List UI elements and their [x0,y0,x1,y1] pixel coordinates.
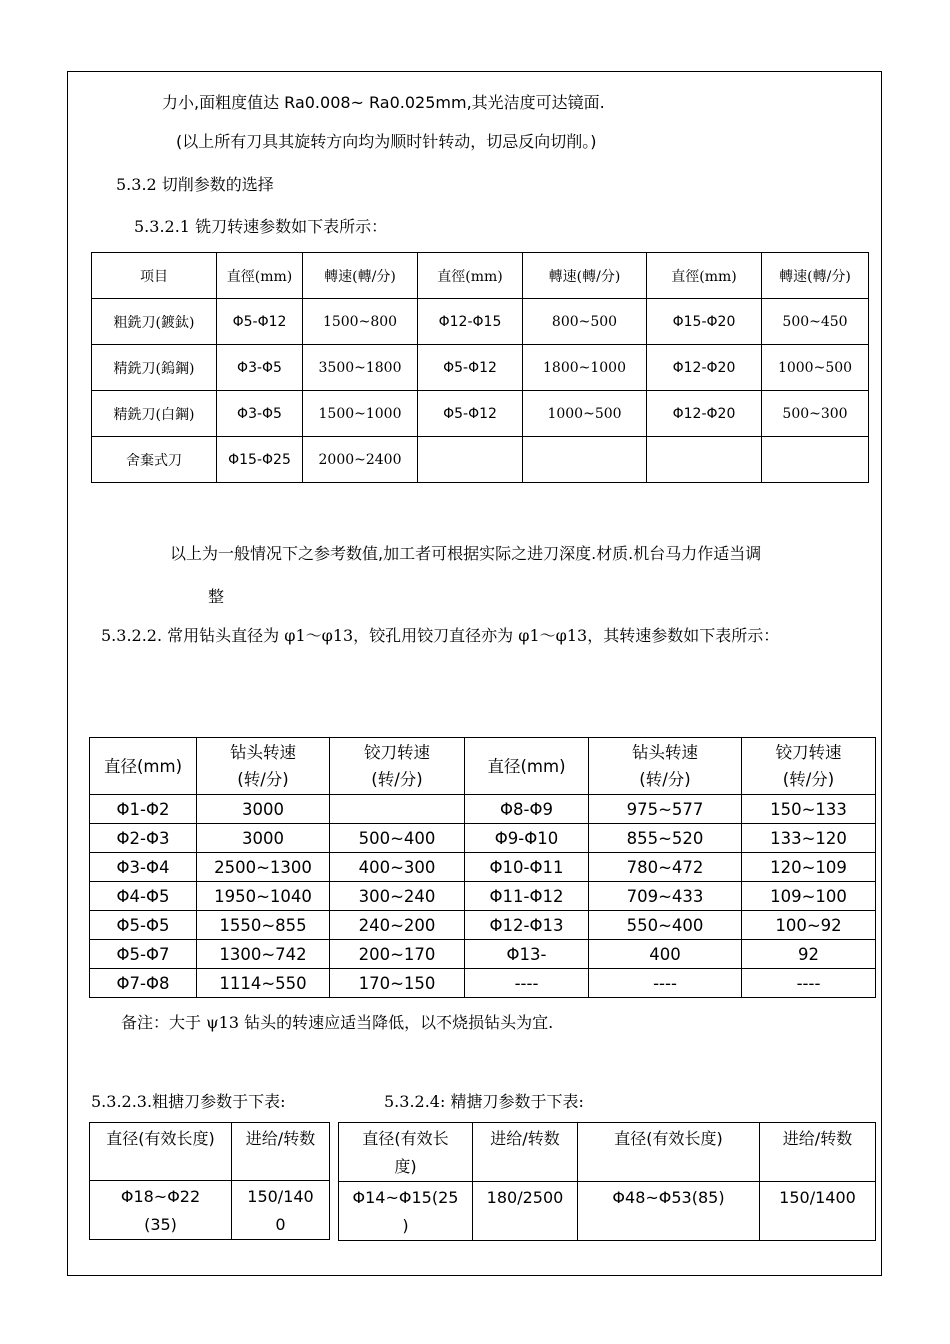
general-note-line-1: 以上为一般情况下之参考数值,加工者可根据实际之进刀深度.材质.机台马力作适当调 [170,544,762,563]
table-cell [647,437,762,483]
header-cell [90,738,197,795]
table-cell: 2500~1300 [197,853,330,882]
table-cell: Φ7-Φ8 [90,969,197,998]
table-cell [762,437,869,483]
table-cell: 240~200 [330,911,465,940]
table-cell: 3000 [197,824,330,853]
table-cell [330,795,465,824]
table-cell [90,1181,232,1240]
rough-boring-table [89,1122,330,1240]
table-cell: 400~300 [330,853,465,882]
table-cell: ---- [742,969,876,998]
table-cell: 109~100 [742,882,876,911]
header-cell [742,738,876,795]
header-unit: (转/分) [639,770,691,789]
header-cell: 进给/转数 [760,1123,876,1182]
header-unit: (转/分) [371,770,423,789]
header-cell: 直径(有效长度) [90,1123,232,1181]
header-cell: 进给/转数 [473,1123,578,1182]
table-cell: 400 [589,940,742,969]
table-header-row [92,253,869,299]
table-row [90,1181,330,1240]
table-cell: 1550~855 [197,911,330,940]
header-cell: 轉速(轉/分) [762,253,869,299]
header-text: 直径(mm) [103,756,183,776]
cell-text: Φ14~Φ15(25 [352,1188,459,1207]
intro-line-2: (以上所有刀具其旋转方向均为顺时针转动，切忌反向切削。) [176,132,597,151]
header-text: 钻头转速 [632,743,698,762]
header-cell [330,738,465,795]
table-cell: 500~400 [330,824,465,853]
table-row [90,969,876,998]
general-note-line-2: 整 [208,587,225,606]
table-cell [339,1182,473,1241]
table-header-row [90,1123,330,1181]
table-cell: 180/2500 [473,1182,578,1241]
section-heading-5-3-2-1: 5.3.2.1 铣刀转速参数如下表所示： [134,217,388,236]
table-cell: 粗銑刀(鍍鈦) [92,299,217,345]
header-text: 直径(有效长 [362,1129,449,1148]
table-cell: Φ8-Φ9 [465,795,589,824]
table-cell: Φ5-Φ12 [418,345,523,391]
header-cell: 进给/转数 [232,1123,330,1181]
table-row [90,911,876,940]
table-cell: 133~120 [742,824,876,853]
table-cell: 精銑刀(鎢鋼) [92,345,217,391]
header-text: 钻头转速 [230,743,296,762]
table-row [92,391,869,437]
header-cell [339,1123,473,1182]
table-cell: 500~300 [762,391,869,437]
table-cell: Φ12-Φ13 [465,911,589,940]
table-cell: Φ5-Φ5 [90,911,197,940]
table-cell: 550~400 [589,911,742,940]
header-text: 铰刀转速 [775,743,842,762]
table-cell: 120~109 [742,853,876,882]
table-cell: 92 [742,940,876,969]
table-cell: 3500~1800 [303,345,418,391]
header-cell: 项目 [92,253,217,299]
table-cell: Φ2-Φ3 [90,824,197,853]
table-cell: 舍棄式刀 [92,437,217,483]
table-cell: Φ12-Φ15 [418,299,523,345]
header-cell: 直径(有效长度) [578,1123,760,1182]
table-row [90,853,876,882]
table-cell: 2000~2400 [303,437,418,483]
header-cell: 直徑(mm) [418,253,523,299]
table-cell: Φ12-Φ20 [647,345,762,391]
intro-line-1: 力小,面粗度值达 Ra0.008~ Ra0.025mm,其光洁度可达镜面. [162,93,605,112]
table-header-row [339,1123,876,1182]
table-cell: Φ10-Φ11 [465,853,589,882]
table-cell: 150/1400 [760,1182,876,1241]
table-cell [232,1181,330,1240]
table-cell: 精銑刀(白鋼) [92,391,217,437]
header-cell: 轉速(轉/分) [523,253,647,299]
table-cell: Φ48~Φ53(85) [578,1182,760,1241]
table-cell: 1950~1040 [197,882,330,911]
table-cell: 975~577 [589,795,742,824]
table-cell: Φ3-Φ4 [90,853,197,882]
table-cell: Φ9-Φ10 [465,824,589,853]
table-cell: Φ13- [465,940,589,969]
header-cell: 直徑(mm) [217,253,303,299]
table-cell: Φ15-Φ20 [647,299,762,345]
table-cell: 150~133 [742,795,876,824]
cell-text: Φ18~Φ22 [120,1187,201,1206]
table-cell: 1800~1000 [523,345,647,391]
section-heading-5-3-2: 5.3.2 切削参数的选择 [116,175,274,194]
table-cell: 1000~500 [523,391,647,437]
table-cell: 200~170 [330,940,465,969]
table-cell: Φ1-Φ2 [90,795,197,824]
table-cell: 1500~800 [303,299,418,345]
section-heading-5-3-2-3: 5.3.2.3.粗搪刀参数于下表: [91,1092,286,1111]
table-cell: 800~500 [523,299,647,345]
table-cell: 1114~550 [197,969,330,998]
section-heading-5-3-2-2: 5.3.2.2. 常用钻头直径为 φ1～φ13，铰孔用铰刀直径亦为 φ1～φ13，其转速参数如下表所示： [101,626,780,645]
table-cell: 500~450 [762,299,869,345]
table-header-row [90,738,876,795]
header-cell [589,738,742,795]
header-text: 直径(mm) [487,756,566,776]
cell-text: (35) [144,1215,177,1234]
table-cell: 1300~742 [197,940,330,969]
table-row [339,1182,876,1241]
table-cell: 855~520 [589,824,742,853]
header-cell: 轉速(轉/分) [303,253,418,299]
cell-text: 0 [275,1215,286,1234]
table-row [90,940,876,969]
table-cell: Φ12-Φ20 [647,391,762,437]
table-cell: 780~472 [589,853,742,882]
table-cell [418,437,523,483]
table-row [90,882,876,911]
header-cell [197,738,330,795]
table-cell [523,437,647,483]
table-cell: Φ11-Φ12 [465,882,589,911]
table-cell: 100~92 [742,911,876,940]
table-cell: ---- [589,969,742,998]
table-cell: Φ5-Φ12 [217,299,303,345]
table-row [92,437,869,483]
cell-text: ) [402,1216,409,1235]
header-cell [465,738,589,795]
table-cell: 3000 [197,795,330,824]
table-cell: Φ4-Φ5 [90,882,197,911]
table-cell: 1500~1000 [303,391,418,437]
milling-speed-table [91,252,869,483]
table-cell: 709~433 [589,882,742,911]
header-unit: (转/分) [237,770,289,789]
header-text: 铰刀转速 [364,743,430,762]
table-row [92,299,869,345]
table-cell: ---- [465,969,589,998]
cell-text: 150/140 [247,1187,314,1206]
drill-note: 备注：大于 ψ13 钻头的转速应适当降低，以不烧损钻头为宜. [121,1013,554,1032]
drill-speed-table [89,737,876,998]
fine-boring-table [338,1122,876,1241]
table-row [92,345,869,391]
table-cell: 300~240 [330,882,465,911]
section-heading-5-3-2-4: 5.3.2.4: 精搪刀参数于下表: [384,1092,584,1111]
table-row [90,824,876,853]
table-cell: Φ3-Φ5 [217,345,303,391]
table-cell: 1000~500 [762,345,869,391]
table-cell: Φ15-Φ25 [217,437,303,483]
header-text: 度) [394,1157,417,1176]
table-row [90,795,876,824]
table-cell: Φ3-Φ5 [217,391,303,437]
header-unit: (转/分) [782,770,835,789]
table-cell: Φ5-Φ12 [418,391,523,437]
table-cell: 170~150 [330,969,465,998]
table-cell: Φ5-Φ7 [90,940,197,969]
header-cell: 直徑(mm) [647,253,762,299]
